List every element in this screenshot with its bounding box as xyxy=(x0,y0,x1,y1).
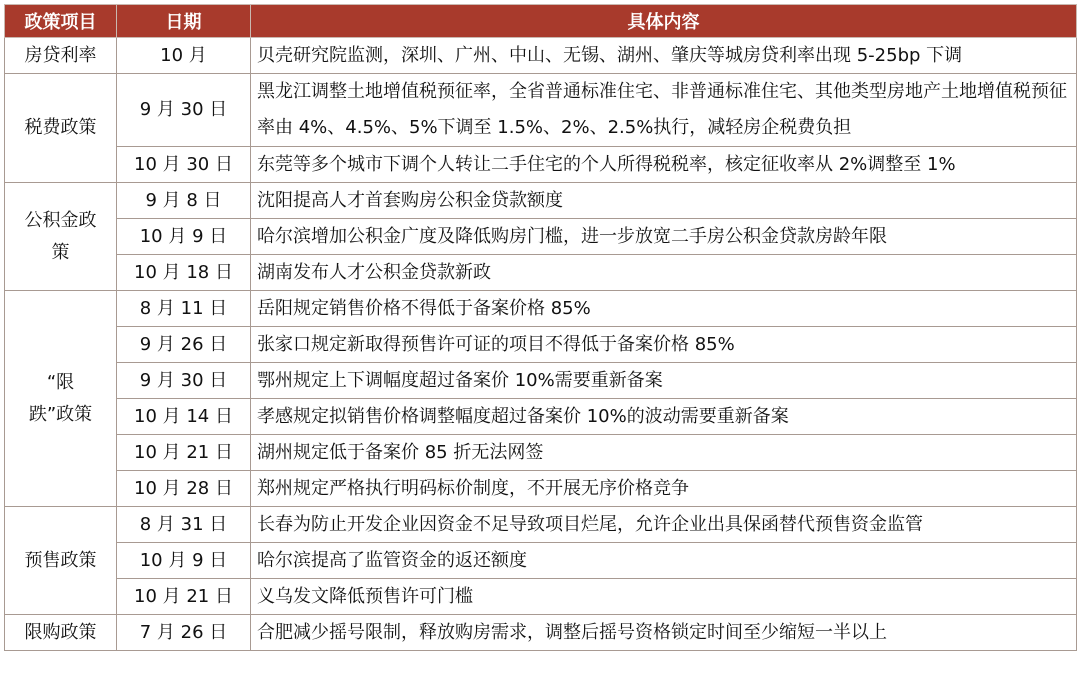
table-row xyxy=(5,291,1077,327)
content-cell: 湖南发布人才公积金贷款新政 xyxy=(251,255,1077,291)
date-cell: 10 月 9 日 xyxy=(117,543,251,579)
table-row xyxy=(5,147,1077,183)
table-row xyxy=(5,435,1077,471)
header-category: 政策项目 xyxy=(5,5,117,38)
table-header-row xyxy=(5,5,1077,38)
table-row xyxy=(5,615,1077,651)
date-cell: 9 月 26 日 xyxy=(117,327,251,363)
date-cell: 10 月 xyxy=(117,38,251,74)
table-row xyxy=(5,74,1077,147)
content-cell: 鄂州规定上下调幅度超过备案价 10%需要重新备案 xyxy=(251,363,1077,399)
content-cell: 黑龙江调整土地增值税预征率，全省普通标准住宅、非普通标准住宅、其他类型房地产土地增值税预征率由 4%、4.5%、5%下调至 1.5%、2%、2.5%执行，减轻房企税费负担 xyxy=(251,74,1077,147)
date-cell: 9 月 30 日 xyxy=(117,363,251,399)
table-row xyxy=(5,579,1077,615)
table-row xyxy=(5,399,1077,435)
content-cell: 长春为防止开发企业因资金不足导致项目烂尾，允许企业出具保函替代预售资金监管 xyxy=(251,507,1077,543)
content-cell: 哈尔滨提高了监管资金的返还额度 xyxy=(251,543,1077,579)
date-cell: 9 月 30 日 xyxy=(117,74,251,147)
category-cell-price-floor: “限跌”政策 xyxy=(5,291,117,507)
table-row xyxy=(5,38,1077,74)
category-cell-housing-fund: 公积金政策 xyxy=(5,183,117,291)
header-date: 日期 xyxy=(117,5,251,38)
category-cell-mortgage-rate: 房贷利率 xyxy=(5,38,117,74)
content-cell: 东莞等多个城市下调个人转让二手住宅的个人所得税税率，核定征收率从 2%调整至 1% xyxy=(251,147,1077,183)
category-cell-purchase-limit: 限购政策 xyxy=(5,615,117,651)
table-row xyxy=(5,471,1077,507)
content-cell: 合肥减少摇号限制，释放购房需求，调整后摇号资格锁定时间至少缩短一半以上 xyxy=(251,615,1077,651)
policy-table-container xyxy=(4,4,1077,651)
date-cell: 10 月 21 日 xyxy=(117,579,251,615)
policy-table xyxy=(4,4,1077,651)
table-row xyxy=(5,507,1077,543)
table-row xyxy=(5,363,1077,399)
content-cell: 哈尔滨增加公积金广度及降低购房门槛，进一步放宽二手房公积金贷款房龄年限 xyxy=(251,219,1077,255)
content-cell: 贝壳研究院监测，深圳、广州、中山、无锡、湖州、肇庆等城房贷利率出现 5-25bp 下调 xyxy=(251,38,1077,74)
content-cell: 孝感规定拟销售价格调整幅度超过备案价 10%的波动需要重新备案 xyxy=(251,399,1077,435)
date-cell: 10 月 30 日 xyxy=(117,147,251,183)
date-cell: 9 月 8 日 xyxy=(117,183,251,219)
category-cell-tax-policy: 税费政策 xyxy=(5,74,117,183)
table-row xyxy=(5,183,1077,219)
date-cell: 8 月 11 日 xyxy=(117,291,251,327)
date-cell: 10 月 14 日 xyxy=(117,399,251,435)
table-row xyxy=(5,543,1077,579)
content-cell: 湖州规定低于备案价 85 折无法网签 xyxy=(251,435,1077,471)
date-cell: 10 月 9 日 xyxy=(117,219,251,255)
table-row xyxy=(5,327,1077,363)
content-cell: 张家口规定新取得预售许可证的项目不得低于备案价格 85% xyxy=(251,327,1077,363)
content-cell: 岳阳规定销售价格不得低于备案价格 85% xyxy=(251,291,1077,327)
date-cell: 8 月 31 日 xyxy=(117,507,251,543)
table-row xyxy=(5,255,1077,291)
table-row xyxy=(5,219,1077,255)
date-cell: 7 月 26 日 xyxy=(117,615,251,651)
category-cell-presale: 预售政策 xyxy=(5,507,117,615)
content-cell: 义乌发文降低预售许可门槛 xyxy=(251,579,1077,615)
content-cell: 沈阳提高人才首套购房公积金贷款额度 xyxy=(251,183,1077,219)
header-content: 具体内容 xyxy=(251,5,1077,38)
date-cell: 10 月 28 日 xyxy=(117,471,251,507)
date-cell: 10 月 18 日 xyxy=(117,255,251,291)
date-cell: 10 月 21 日 xyxy=(117,435,251,471)
content-cell: 郑州规定严格执行明码标价制度，不开展无序价格竞争 xyxy=(251,471,1077,507)
